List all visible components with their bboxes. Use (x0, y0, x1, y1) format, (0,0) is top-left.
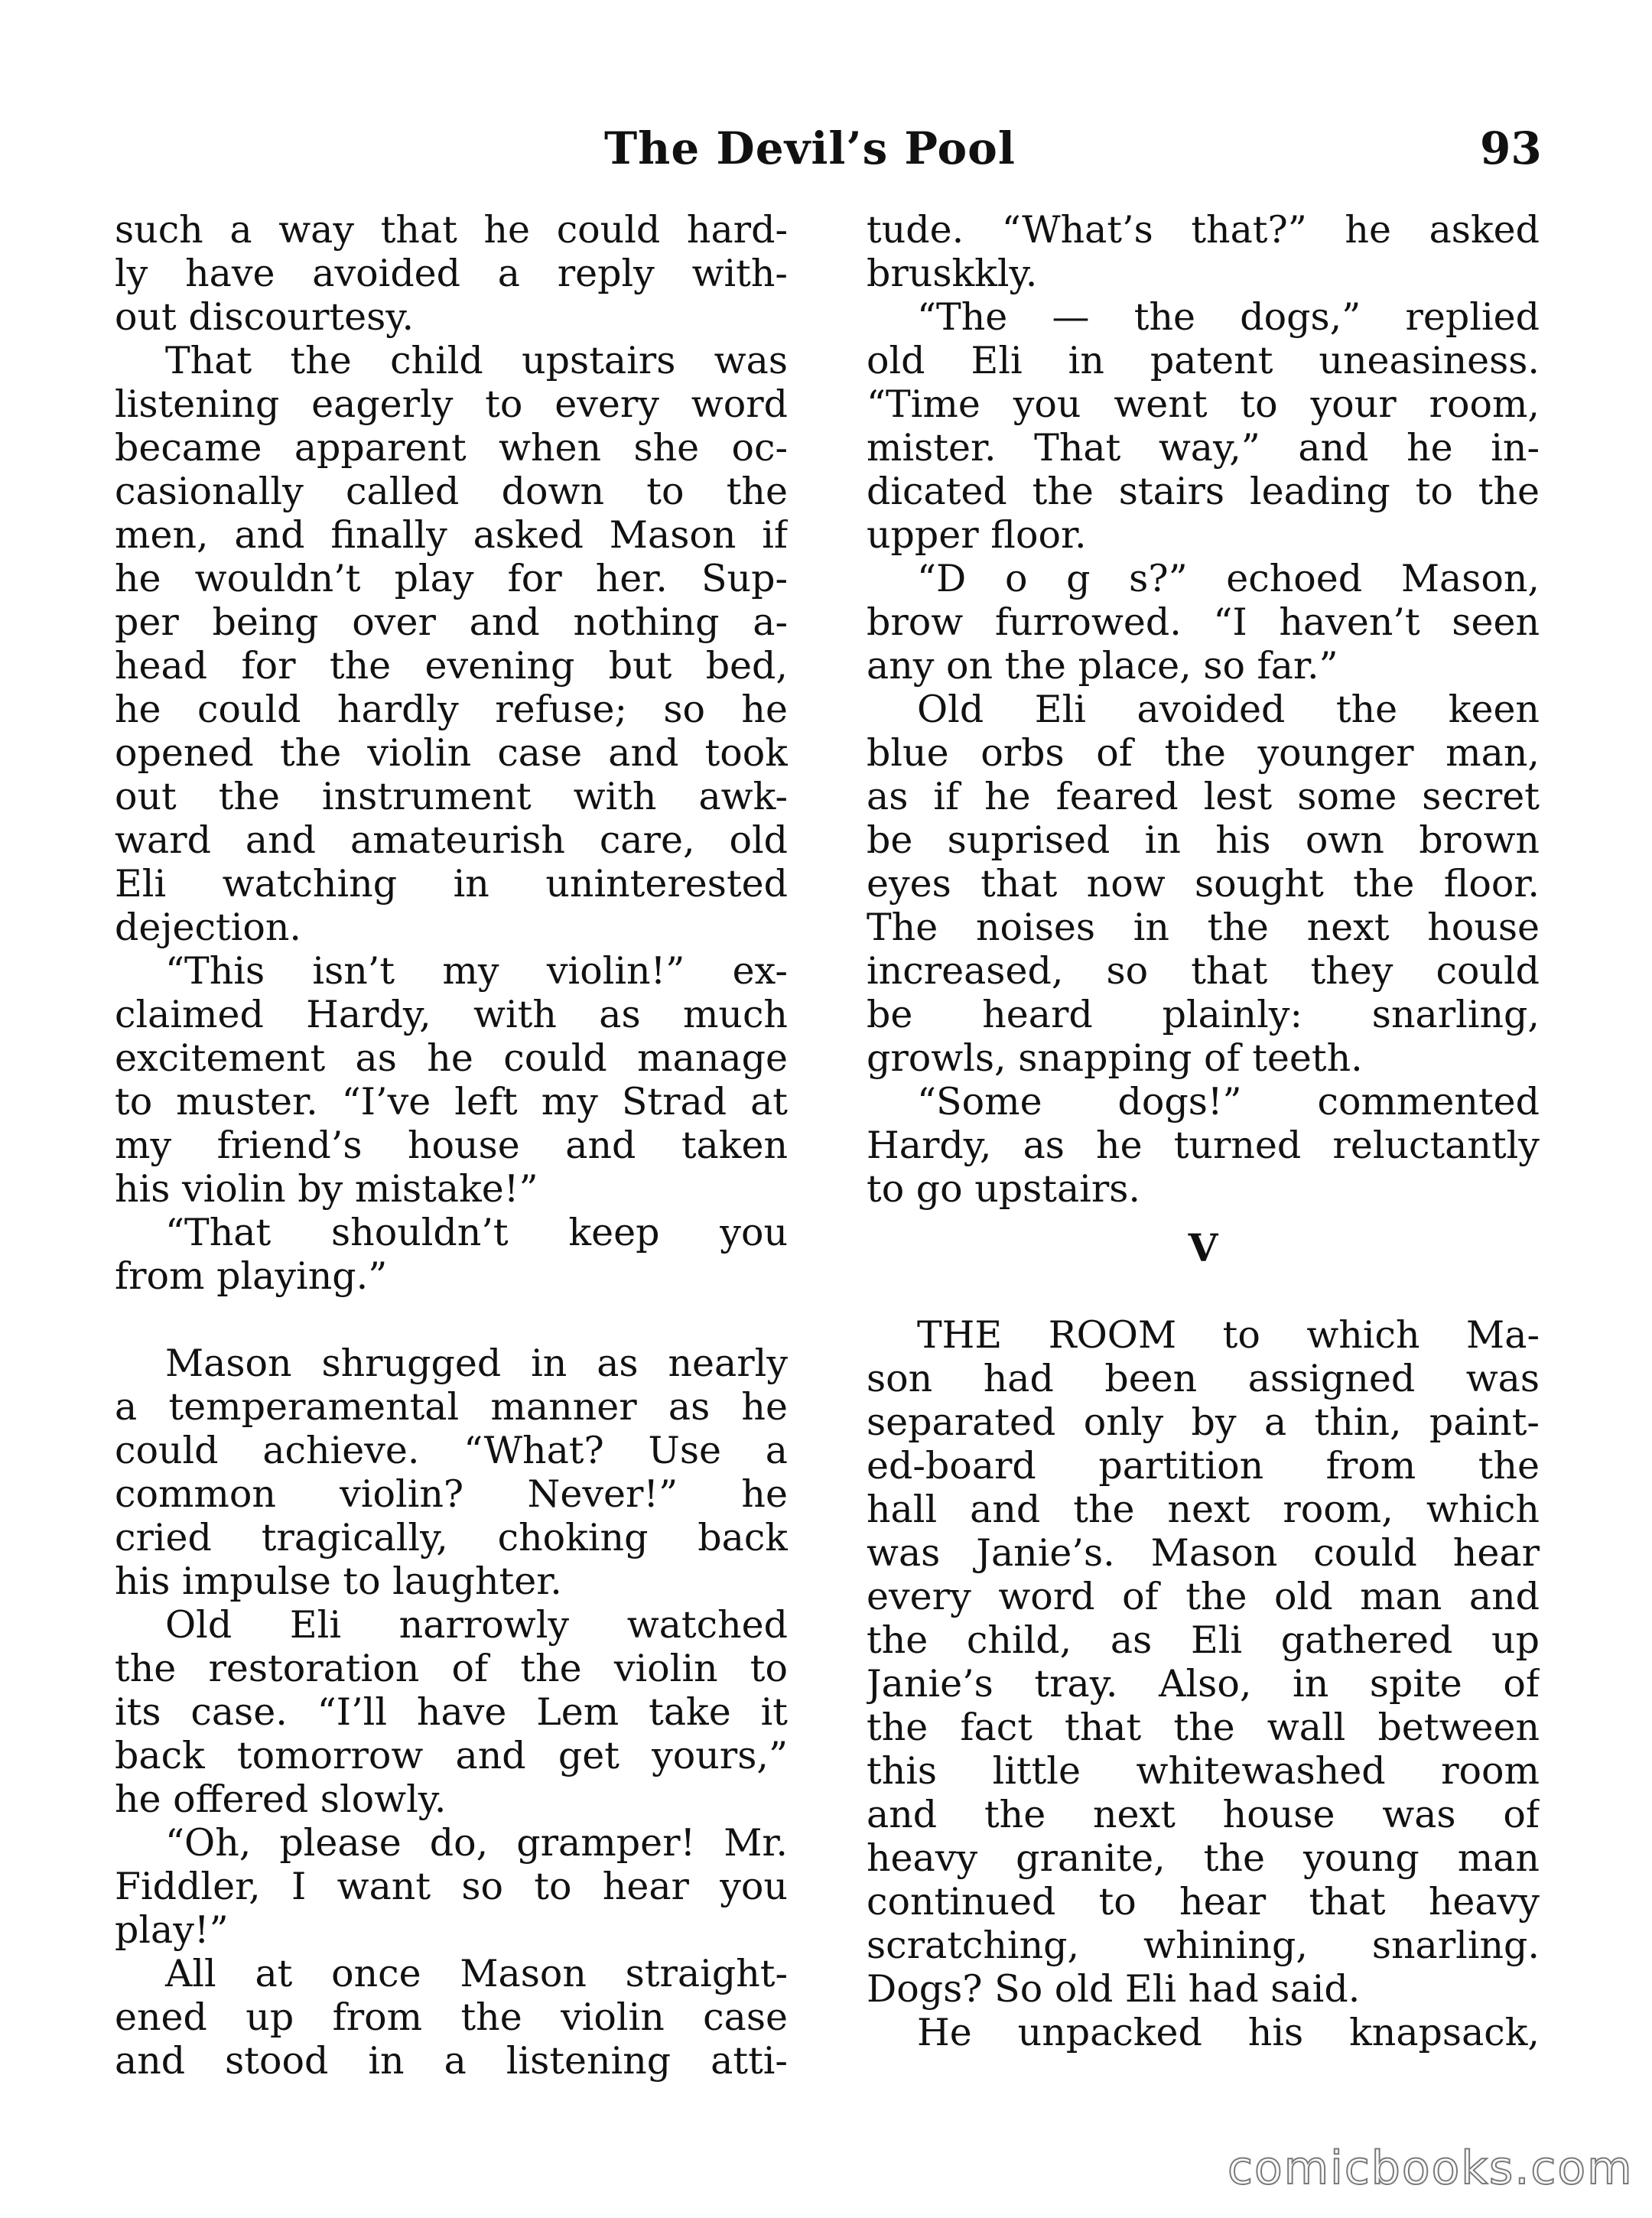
text-line: listening eagerly to every word (115, 382, 788, 426)
text-line: back tomorrow and get yours,” (115, 1734, 788, 1777)
text-line: be heard plainly: snarling, (867, 993, 1540, 1036)
text-line: claimed Hardy, with as much (115, 993, 788, 1036)
text-line: All at once Mason straight- (165, 1952, 788, 1995)
right-column-lower-text (867, 1313, 1540, 2054)
text-line: brow furrowed. “I haven’t seen (867, 600, 1540, 644)
left-text-column (115, 208, 788, 2083)
text-line: a temperamental manner as he (115, 1385, 788, 1429)
text-line: he could hardly refuse; so he (115, 688, 788, 731)
text-line: “That shouldn’t keep you (165, 1211, 788, 1254)
text-line: blue orbs of the younger man, (867, 731, 1540, 775)
text-line: “Some dogs!” commented (917, 1080, 1540, 1124)
text-line: he wouldn’t play for her. Sup- (115, 557, 788, 600)
text-line: Old Eli avoided the keen (917, 688, 1540, 731)
text-line: “D o g s?” echoed Mason, (917, 557, 1540, 600)
text-line: dejection. (115, 906, 301, 949)
text-line: son had been assigned was (867, 1357, 1540, 1400)
text-line: head for the evening but bed, (115, 644, 788, 688)
text-line: he offered slowly. (115, 1777, 447, 1821)
text-line: every word of the old man and (867, 1575, 1540, 1618)
text-line: was Janie’s. Mason could hear (867, 1531, 1540, 1575)
text-line: Fiddler, I want so to hear you (115, 1865, 788, 1908)
text-line: THE ROOM to which Ma- (917, 1313, 1540, 1357)
text-line: and the next house was of (867, 1793, 1540, 1836)
text-line: heavy granite, the young man (867, 1836, 1540, 1880)
text-line: ed-board partition from the (867, 1444, 1540, 1488)
page-number: 93 (1480, 122, 1542, 174)
text-line: such a way that he could hard- (115, 208, 788, 252)
text-line: old Eli in patent uneasiness. (867, 339, 1540, 382)
text-line: continued to hear that heavy (867, 1880, 1540, 1924)
text-line: tude. “What’s that?” he asked (867, 208, 1540, 252)
text-line: from playing.” (115, 1254, 388, 1298)
text-line: “Oh, please do, gramper! Mr. (165, 1821, 788, 1865)
text-line: mister. That way,” and he in- (867, 426, 1540, 470)
text-line: be suprised in his own brown (867, 818, 1540, 862)
text-line: excitement as he could manage (115, 1036, 788, 1080)
right-text-column (867, 208, 1540, 2054)
text-line: to go upstairs. (867, 1167, 1141, 1211)
text-line: eyes that now sought the floor. (867, 862, 1540, 906)
text-line: Dogs? So old Eli had said. (867, 1967, 1361, 2011)
text-line: could achieve. “What? Use a (115, 1429, 788, 1472)
text-line: growls, snapping of teeth. (867, 1036, 1363, 1080)
text-line: Janie’s tray. Also, in spite of (867, 1662, 1540, 1706)
text-line: upper floor. (867, 513, 1087, 557)
text-line: out the instrument with awk- (115, 775, 788, 818)
text-line: out discourtesy. (115, 295, 415, 339)
text-line: any on the place, so far.” (867, 644, 1338, 688)
text-line: dicated the stairs leading to the (867, 470, 1540, 513)
text-line: as if he feared lest some secret (867, 775, 1540, 818)
running-head-title: The Devil’s Pool (604, 122, 1016, 174)
text-line: and stood in a listening atti- (115, 2039, 788, 2083)
text-line: the restoration of the violin to (115, 1647, 788, 1690)
text-line: ened up from the violin case (115, 1995, 788, 2039)
text-line: his violin by mistake!” (115, 1167, 538, 1211)
section-spacer (867, 1270, 1540, 1313)
text-line (115, 1298, 788, 1342)
text-line: separated only by a thin, paint- (867, 1400, 1540, 1444)
text-line: play!” (115, 1908, 229, 1952)
section-heading: V (1188, 1225, 1218, 1270)
text-line: increased, so that they could (867, 949, 1540, 993)
text-line: bruskkly. (867, 252, 1038, 295)
text-line: my friend’s house and taken (115, 1124, 788, 1167)
text-line: common violin? Never!” he (115, 1472, 788, 1516)
text-line: Old Eli narrowly watched (165, 1603, 788, 1647)
text-line: ly have avoided a reply with- (115, 252, 788, 295)
text-line: hall and the next room, which (867, 1488, 1540, 1531)
text-line: The noises in the next house (867, 906, 1540, 949)
text-line: his impulse to laughter. (115, 1559, 562, 1603)
text-line: “This isn’t my violin!” ex- (165, 949, 788, 993)
text-line: That the child upstairs was (165, 339, 788, 382)
text-line: Hardy, as he turned reluctantly (867, 1124, 1540, 1167)
watermark-logo: comicbooks.com (1228, 2142, 1634, 2195)
right-column-upper-text (867, 208, 1540, 1211)
text-line: scratching, whining, snarling. (867, 1924, 1540, 1967)
text-line: “The — the dogs,” replied (917, 295, 1540, 339)
text-line: ward and amateurish care, old (115, 818, 788, 862)
text-line: its case. “I’ll have Lem take it (115, 1690, 788, 1734)
text-line: cried tragically, choking back (115, 1516, 788, 1559)
text-line: the fact that the wall between (867, 1706, 1540, 1749)
text-line: opened the violin case and took (115, 731, 788, 775)
text-line: He unpacked his knapsack, (917, 2011, 1540, 2054)
text-line: this little whitewashed room (867, 1749, 1540, 1793)
text-line: Eli watching in uninterested (115, 862, 788, 906)
text-line: men, and finally asked Mason if (115, 513, 788, 557)
text-line: “Time you went to your room, (867, 382, 1540, 426)
text-line: to muster. “I’ve left my Strad at (115, 1080, 788, 1124)
text-line: casionally called down to the (115, 470, 788, 513)
text-line: the child, as Eli gathered up (867, 1618, 1540, 1662)
text-line: per being over and nothing a- (115, 600, 788, 644)
text-line: became apparent when she oc- (115, 426, 788, 470)
text-line: Mason shrugged in as nearly (165, 1342, 788, 1385)
